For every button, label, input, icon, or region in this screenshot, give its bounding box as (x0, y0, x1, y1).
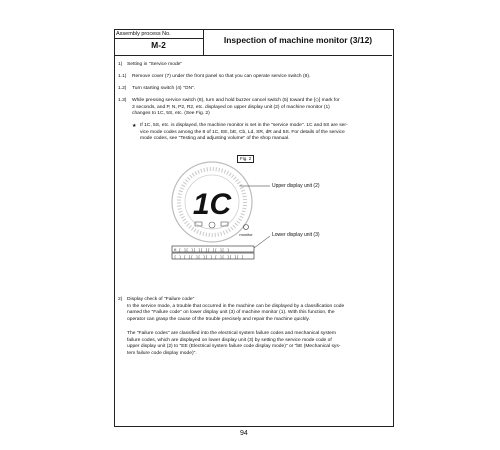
step-number: 1.1) (118, 74, 127, 79)
section2-paragraph: operator can grasp the cause of the trouble precisely and repair the machine quickly. (127, 316, 310, 322)
indicator-icon (209, 222, 215, 228)
lower-callout-line (254, 236, 270, 248)
section2-paragraph: In the service mode, a trouble that occurred in the machine can be displayed by a classification code (127, 303, 345, 309)
step-text: While pressing service switch (8), turn and hold buzzer cancel switch (5) toward the [◇] mark for (132, 98, 340, 103)
process-divider (114, 38, 203, 39)
section2-paragraph: upper display unit (2) to "EE (Electrical system failure code display mode)" or "bE (Mechanical sys- (127, 344, 341, 349)
process-number: M-2 (151, 40, 166, 50)
figure-label: Fig. 2 (237, 155, 254, 163)
step-text: 3 seconds, and P, N, P2, R2, etc. displayed on upper display unit (2) of machine monitor (1) (132, 104, 330, 110)
page-title: Inspection of machine monitor (3/12) (223, 35, 373, 45)
note-star-icon: ★ (132, 123, 137, 129)
step-text: changes to 1C, 5S, etc. (See Fig. 2) (132, 111, 210, 116)
step-number: 1.2) (118, 86, 127, 91)
strip-bottom-text: [ ] [ ][ ][ ][ ] [ ][ ][ ][ ] (174, 256, 244, 260)
monitor-label: monitor (239, 232, 253, 237)
page-number: 94 (240, 430, 248, 437)
section1-number: 1) (118, 62, 123, 67)
machine-monitor-illustration (160, 150, 270, 280)
buzzer-switch-icon (244, 225, 249, 230)
section1-heading: Setting in "Service mode" (127, 62, 183, 67)
indicator-icon (221, 222, 228, 226)
step-text: Remove cover (7) under the front panel so that you can operate service switch (8). (132, 74, 311, 79)
section2-paragraph: tem failure code display mode)". (127, 350, 197, 356)
callout-lower-display: Lower display unit (3) (272, 232, 320, 238)
note-text: If 1C, 5S, etc. is displayed, the machine monitor is set in the "service mode". 1C and 5S are ser- (140, 123, 348, 128)
section2-heading: Display check of "Failure code" (127, 297, 195, 302)
note-text: vice mode codes among the 8 of 1C, EE, bE, Cb, Ld, SR, dR and 5S. For details of the service (140, 129, 345, 135)
section2-number: 2) (118, 297, 123, 302)
step-number: 1.3) (118, 98, 127, 103)
upper-display-code: 1C (192, 188, 232, 221)
section2-paragraph: named the "Failure code" on lower display unit (3) of machine monitor (1). With this function, the (127, 310, 335, 315)
strip-top-text: H [ ][ ][ ][ ][ ][ ][ ] (174, 249, 230, 253)
callout-upper-display: Upper display unit (2) (272, 183, 320, 189)
note-text: mode codes, see "Testing and adjusting volume" of the shop manual. (140, 136, 290, 141)
process-label: Assembly process No. (116, 31, 171, 37)
step-text: Turn starting switch (4) "ON". (132, 86, 196, 91)
section2-paragraph: The "Failure codes" are classified into the electrical system failure codes and mechanical system (127, 331, 336, 336)
section2-paragraph: failure codes, which are displayed on lower display unit (3) by setting the service mode code of (127, 337, 332, 343)
